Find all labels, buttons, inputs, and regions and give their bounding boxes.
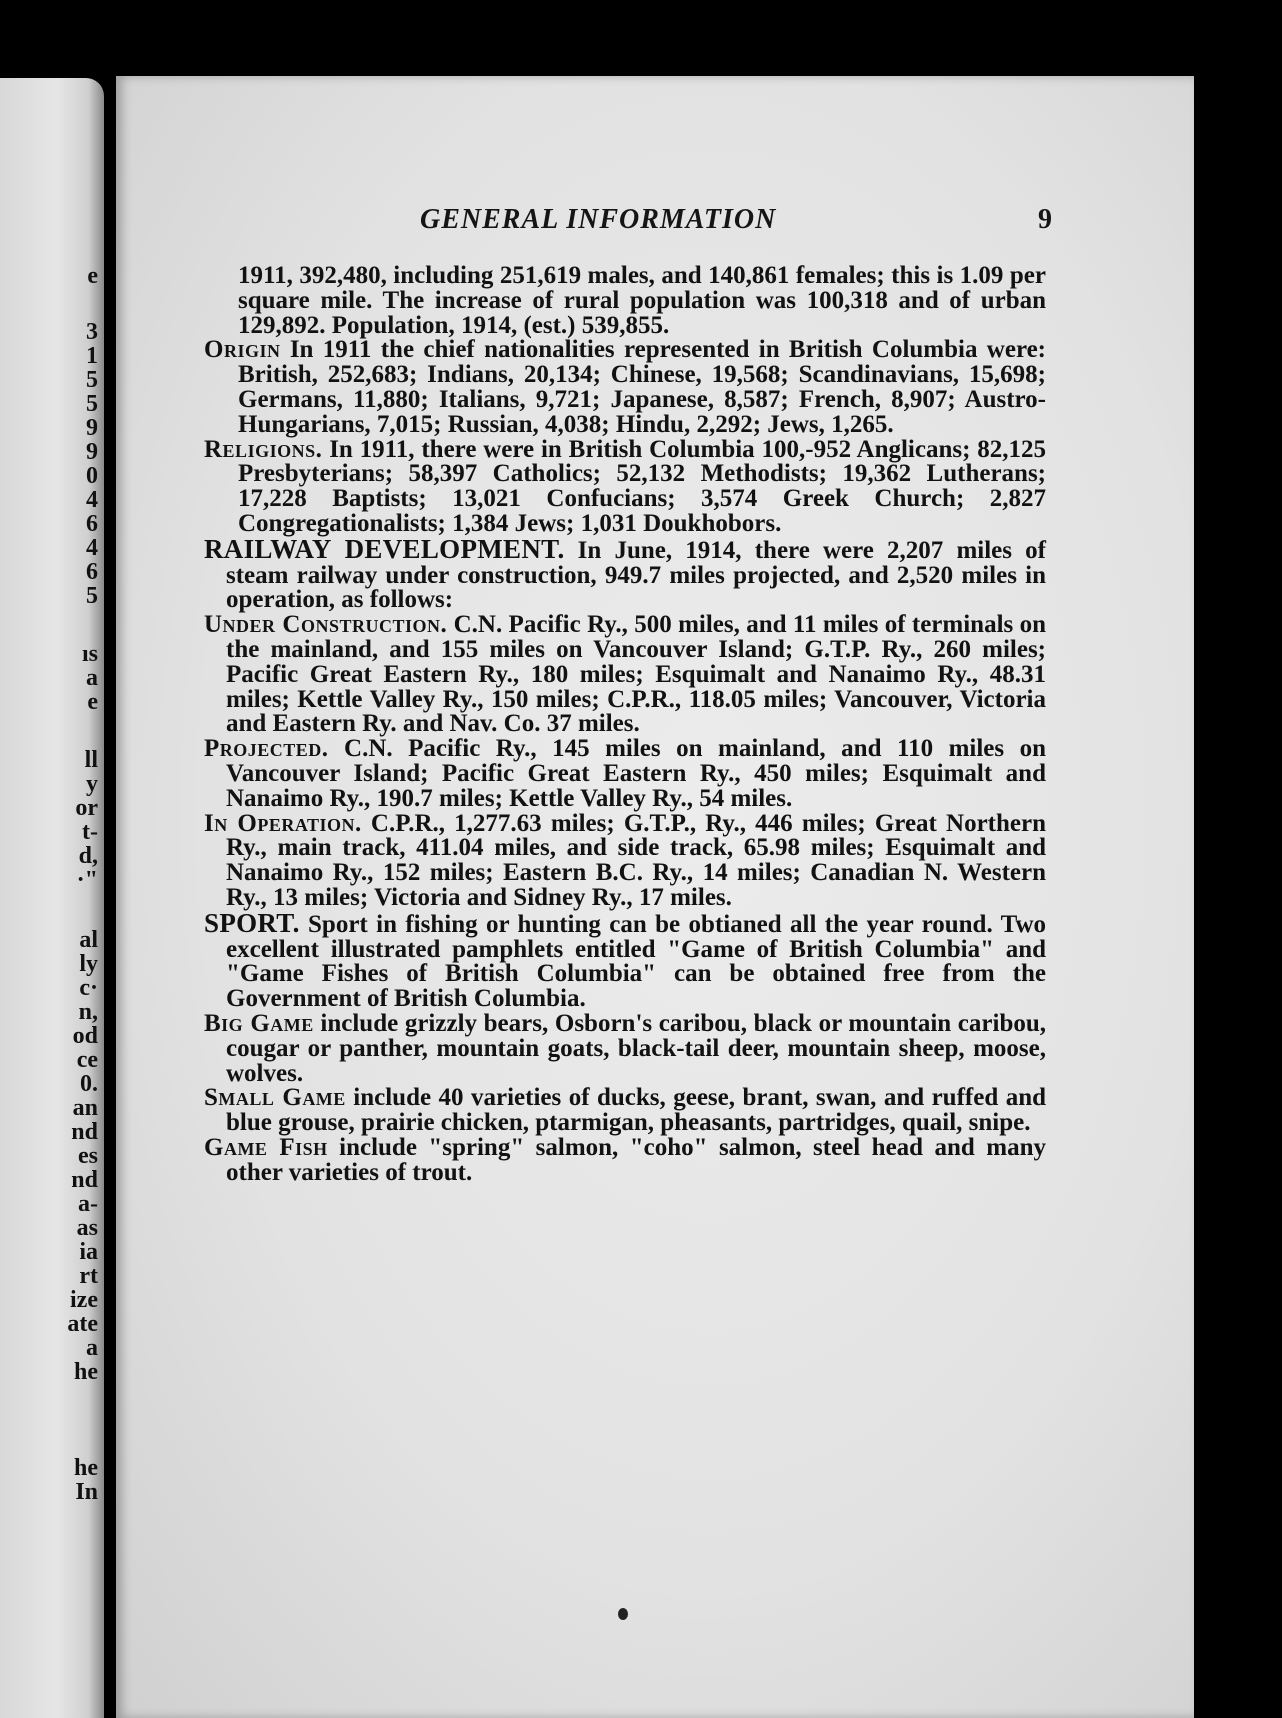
projected-paragraph xyxy=(204,737,1046,811)
under-construction-heading: Under Construction. xyxy=(204,611,448,639)
running-title: GENERAL INFORMATION xyxy=(420,204,777,235)
in-operation-paragraph xyxy=(204,809,1047,911)
sport-paragraph xyxy=(204,907,1047,1013)
left-page-fragment-text: 4 xyxy=(86,487,98,513)
origin-heading: Origin xyxy=(204,336,281,364)
left-page-fragment-text: e xyxy=(87,263,98,289)
left-page-fragment-text: or xyxy=(75,795,98,821)
small-game-heading: Small Game xyxy=(204,1084,346,1112)
left-page-fragment-text: 3 xyxy=(86,319,98,345)
sport-text: Sport in fishing or hunting can be obtianed all the year round. Two excellent illustrated pamphlets entitled "Game of British Columbia" and "Game Fishes of British Columbia" can be obtained free from the Government of British Columbia. xyxy=(226,910,1047,1013)
left-page-fragment-text: d, xyxy=(78,843,98,869)
left-page-fragment-text: 1 xyxy=(86,343,98,369)
big-game-paragraph xyxy=(204,1009,1047,1087)
game-fish-paragraph xyxy=(204,1133,1046,1186)
left-page-fragment-text: t- xyxy=(82,819,98,845)
left-page-fragment-text: ll xyxy=(84,747,98,773)
left-page-fragment-text: 0. xyxy=(80,1071,98,1097)
body-text xyxy=(204,264,1046,1185)
left-page-fragment-text: ia xyxy=(79,1239,98,1265)
left-page-fragment xyxy=(0,78,104,1718)
left-page-fragment-text: as xyxy=(76,1215,98,1241)
left-page-fragment-text: 5 xyxy=(86,583,98,609)
left-page-fragment-text: he xyxy=(74,1359,98,1385)
left-page-fragment-text: 6 xyxy=(86,511,98,537)
religions-text: In 1911, there were in British Columbia 100,-952 Anglicans; 82,125 Presbyterians; 58,397 Catholics; 52,132 Methodists; 19,362 Lutherans; 17,228 Baptists; 13,021 Confucians; 3,574 Greek Church; 2,827 Congregationalists; 1,384 Jews; 1,031 Doukhobors. xyxy=(238,435,1047,537)
origin-text: In 1911 the chief nationalities represented in British Columbia were: British, 252,683; Indians, 20,134; Chinese, 19,568; Scandinavians, 15,698; Germans, 11,880; Italians, 9,721; Japanese, 8,587; French, 8,907; Austro-Hungarians, 7,015; Russian, 4,038; Hindu, 2,292; Jews, 1,265. xyxy=(238,336,1047,438)
page-number: 9 xyxy=(1038,204,1052,235)
left-page-fragment-text: e xyxy=(87,689,98,715)
left-page-fragment-text: ate xyxy=(67,1311,98,1337)
left-page-fragment-text: n, xyxy=(78,999,98,1025)
game-fish-text: include "spring" salmon, "coho" salmon, steel head and many other varieties of trout. xyxy=(226,1133,1046,1186)
small-game-paragraph xyxy=(204,1086,1046,1136)
projected-text: C.N. Pacific Ry., 145 miles on mainland, and 110 miles on Vancouver Island; Pacific Great Eastern Ry., 450 miles; Esquimalt and Nanaimo Ry., 190.7 miles; Kettle Valley Ry., 54 miles. xyxy=(226,735,1047,812)
left-page-fragment-text: In xyxy=(75,1479,98,1505)
religions-heading: Religions. xyxy=(204,435,323,463)
railway-text: In June, 1914, there were 2,207 miles of steam railway under construction, 949.7 miles projected, and 2,520 miles in operation, as follows: xyxy=(226,536,1046,614)
under-construction-text: C.N. Pacific Ry., 500 miles, and 11 miles of terminals on the mainland, and 155 miles on Vancouver Island; G.T.P. Ry., 260 miles; Pacific Great Eastern Ry., 180 miles; Esquimalt and Nanaimo Ry., 48.31 miles; Kettle Valley Ry., 150 miles; C.P.R., 118.05 miles; Vancouver, Victoria and Eastern Ry. and Nav. Co. 37 miles. xyxy=(226,611,1047,738)
game-fish-heading: Game Fish xyxy=(204,1133,328,1161)
in-operation-text: C.P.R., 1,277.63 miles; G.T.P., Ry., 446 miles; Great Northern Ry., main track, 411.04 miles, and side track, 65.98 miles; Esquimalt and Nanaimo Ry., 152 miles; Eastern B.C. Ry., 14 miles; Canadian N. Western Ry., 13 miles; Victoria and Sidney Ry., 17 miles. xyxy=(226,809,1047,911)
left-page-fragment-text: rt xyxy=(79,1263,98,1289)
left-page-fragment-text: 4 xyxy=(86,535,98,561)
left-page-fragment-text: al xyxy=(79,927,98,953)
railway-paragraph xyxy=(204,533,1046,614)
in-operation-heading: In Operation. xyxy=(204,809,362,837)
population-paragraph: 1911, 392,480, including 251,619 males, and 140,861 females; this is 1.09 per square mile. The increase of rural population was 100,318 and of urban 129,892. Population, 1914, (est.) 539,855. xyxy=(238,262,1046,339)
big-game-text: include grizzly bears, Osborn's caribou, black or mountain caribou, cougar or panther, mountain goats, black-tail deer, mountain sheep, moose, wolves. xyxy=(226,1009,1047,1087)
projected-heading: Projected. xyxy=(204,735,329,763)
book-page xyxy=(116,76,1194,1718)
left-page-fragment-text: a xyxy=(86,1335,98,1361)
left-page-fragment-text: 0 xyxy=(86,463,98,489)
left-page-fragment-text: an xyxy=(72,1095,98,1121)
left-page-fragment-text: nd xyxy=(71,1119,98,1145)
under-construction-paragraph xyxy=(204,613,1046,737)
left-page-fragment-text: a xyxy=(86,665,98,691)
railway-heading: RAILWAY DEVELOPMENT. xyxy=(204,533,565,564)
left-page-fragment-text: es xyxy=(78,1143,98,1169)
left-page-fragment-text: he xyxy=(74,1455,98,1481)
left-page-fragment-text: c· xyxy=(79,975,98,1001)
left-page-fragment-text: ce xyxy=(76,1047,98,1073)
left-page-fragment-text: 5 xyxy=(86,367,98,393)
left-page-fragment-text: nd xyxy=(71,1167,98,1193)
left-page-fragment-text: ize xyxy=(70,1287,98,1313)
ink-dot xyxy=(618,1608,628,1620)
big-game-heading: Big Game xyxy=(204,1009,314,1037)
left-page-fragment-text: 6 xyxy=(86,559,98,585)
left-page-fragment-text: y xyxy=(86,771,98,797)
left-page-fragment-text: 9 xyxy=(86,439,98,465)
left-page-fragment-text: od xyxy=(72,1023,98,1049)
left-page-fragment-text: a- xyxy=(78,1191,98,1217)
left-page-fragment-text: 9 xyxy=(86,415,98,441)
sport-heading: SPORT. xyxy=(204,907,300,938)
page-header xyxy=(116,204,1194,244)
left-page-fragment-text: ·" xyxy=(76,867,98,893)
religions-paragraph xyxy=(204,435,1047,537)
left-page-fragment-text: ly xyxy=(79,951,98,977)
origin-paragraph xyxy=(204,338,1046,437)
left-page-fragment-text: ıs xyxy=(81,641,98,667)
left-page-fragment-text: 5 xyxy=(86,391,98,417)
small-game-text: include 40 varieties of ducks, geese, brant, swan, and ruffed and blue grouse, prairie chicken, ptarmigan, pheasants, partridges, quail, snipe. xyxy=(226,1084,1047,1137)
